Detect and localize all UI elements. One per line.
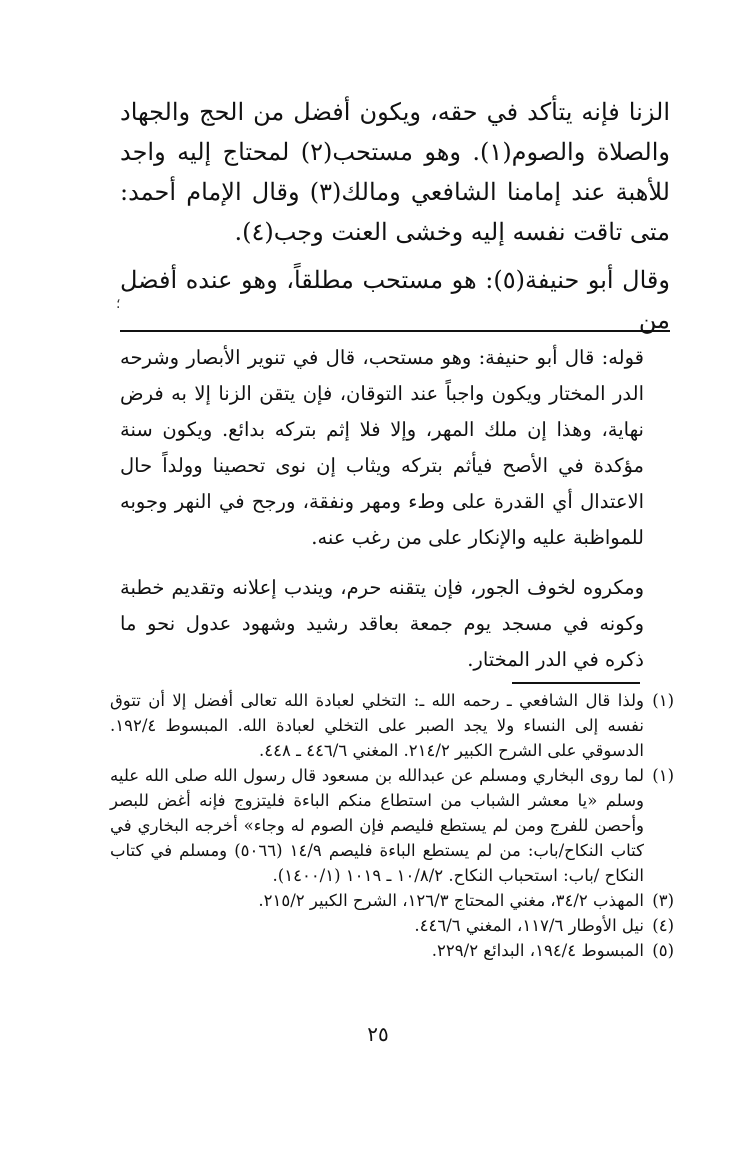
page-number: ٢٥ <box>367 1022 389 1046</box>
main-paragraph: الزنا فإنه يتأكد في حقه، ويكون أفضل من الحج والجهاد والصلاة والصوم(١). وهو مستحب(٢) لمحتاج إليه واجد للأهبة عند إمامنا الشافعي ومالك(٣) وقال الإمام أحمد: متى تاقت نفسه إليه وخشى العنت وجب(٤). <box>120 98 671 246</box>
footnote-text: ولذا قال الشافعي ـ رحمه الله ـ: التخلي لعبادة الله تعالى أفضل إلا أن تتوق نفسه إلى النساء ولا يجد الصبر على التخلي لعبادة الله. المبسوط ١٩٢/٤. الدسوقي على الشرح الكبير ٢١٤/٢. المغني ٤٤٦/٦ ـ ٤٤٨. <box>110 691 644 760</box>
section-divider <box>120 330 670 332</box>
main-text <box>120 92 670 340</box>
footnote-text: المبسوط ١٩٤/٤، البدائع ٢٢٩/٢. <box>431 941 644 960</box>
footnote <box>110 688 674 763</box>
commentary-text <box>120 340 644 692</box>
footnote-text: نيل الأوطار ١١٧/٦، المغني ٤٤٦/٦. <box>414 916 644 935</box>
footnote <box>110 938 674 963</box>
footnote <box>110 763 674 888</box>
main-paragraph: وقال أبو حنيفة(٥): هو مستحب مطلقاً، وهو عنده أفضل من <box>120 266 670 334</box>
footnote-number: (١) <box>652 766 674 785</box>
commentary-paragraph: قوله: قال أبو حنيفة: وهو مستحب، قال في تنوير الأبصار وشرحه الدر المختار ويكون واجباً عند التوقان، فإن يتقن الزنا إلا به فرض نهاية، وهذا إن ملك المهر، وإلا فلا إثم بتركه بدائع. ويكون سنة مؤكدة في الأصح فيأثم بتركه ويثاب إن نوى تحصينا وولداً حال الاعتدال أي القدرة على وطء ومهر ونفقة، ورجح في النهر وجوبه للمواظبة عليه والإنكار على من رغب عنه. <box>120 346 644 549</box>
footnote-divider <box>512 682 640 684</box>
footnote-number: (١) <box>652 691 674 710</box>
footnote-text: المهذب ٣٤/٢، مغني المحتاج ١٢٦/٣، الشرح الكبير ٢١٥/٢. <box>258 891 644 910</box>
footnote <box>110 888 674 913</box>
footnote-number: (٥) <box>652 941 674 960</box>
footnote-number: (٤) <box>652 916 674 935</box>
stray-mark: ؛ <box>116 296 121 312</box>
footnotes <box>110 688 674 963</box>
footnote <box>110 913 674 938</box>
commentary-paragraph: ومكروه لخوف الجور، فإن يتقنه حرم، ويندب إعلانه وتقديم خطبة وكونه في مسجد يوم جمعة بعاقد رشيد وشهود عدول نحو ما ذكره في الدر المختار. <box>120 576 644 671</box>
footnote-text: لما روى البخاري ومسلم عن عبدالله بن مسعود قال رسول الله صلى الله عليه وسلم «يا معشر الشباب من استطاع منكم الباءة فليتزوج فإنه أغض للبصر وأحصن للفرج ومن لم يستطع فليصم فإن الصوم له وجاء» أخرجه البخاري في كتاب النكاح/باب: من لم يستطع الباءة فليصم ١٤/٩ (٥٠٦٦) ومسلم في كتاب النكاح /باب: استحباب النكاح. ١٠/٨/٢ ـ ١٠١٩ (١٤٠٠/١). <box>110 766 644 885</box>
footnote-number: (٣) <box>652 891 674 910</box>
